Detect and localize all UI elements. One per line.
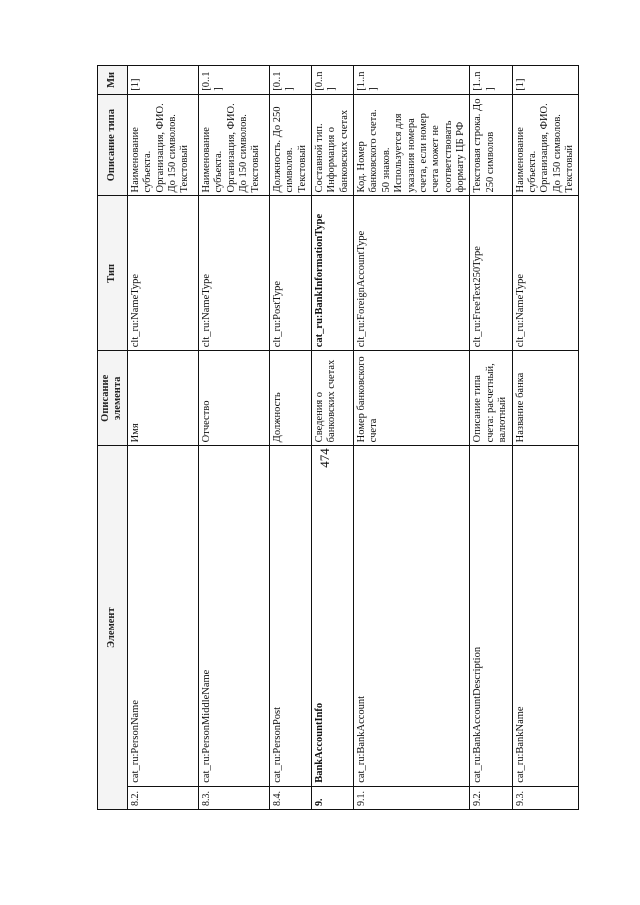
row-multiplicity: [1..n] xyxy=(354,66,470,95)
row-type-description: Должность. До 250 символов. Текстовый xyxy=(269,94,311,196)
header-element: Элемент xyxy=(98,446,128,810)
row-type-description: Составной тип. Информация о банковских счетах xyxy=(311,94,353,196)
row-element: cat_ru:BankName xyxy=(512,446,579,786)
table-row xyxy=(311,66,353,810)
table-row xyxy=(512,66,579,810)
row-multiplicity: [1] xyxy=(512,66,579,95)
header-type: Тип xyxy=(98,196,128,351)
row-type: clt_ru:NameType xyxy=(127,196,198,351)
row-number: 9.3. xyxy=(512,786,579,809)
row-multiplicity: [1..n] xyxy=(470,66,512,95)
spec-table-container xyxy=(97,65,637,810)
page-number: 474 xyxy=(317,448,332,468)
spec-table xyxy=(97,65,579,810)
row-element-description: Номер банковского счета xyxy=(354,351,470,446)
row-number: 9. xyxy=(311,786,353,809)
row-type-description: Наименование субъекта. Организация, ФИО. До 150 символов. Текстовый xyxy=(512,94,579,196)
row-type: clt_ru:NameType xyxy=(512,196,579,351)
row-type: clt_ru:PostType xyxy=(269,196,311,351)
row-type-description: Текстовая строка. До 250 символов xyxy=(470,94,512,196)
row-element: cat_ru:BankAccountDescription xyxy=(470,446,512,786)
row-element-description: Должность xyxy=(269,351,311,446)
table-row xyxy=(127,66,198,810)
row-element-description: Сведения о банковских счетах xyxy=(311,351,353,446)
row-type: cat_ru:BankInformationType xyxy=(311,196,353,351)
row-type: clt_ru:NameType xyxy=(198,196,269,351)
row-element-description: Название банка xyxy=(512,351,579,446)
header-multiplicity: Ми xyxy=(98,66,128,95)
row-number: 8.4. xyxy=(269,786,311,809)
table-row xyxy=(198,66,269,810)
row-element-description: Описание типа счета: расчетный, валютный xyxy=(470,351,512,446)
row-element: cat_ru:PersonPost xyxy=(269,446,311,786)
row-multiplicity: [0..n] xyxy=(311,66,353,95)
row-multiplicity: [0..1] xyxy=(269,66,311,95)
row-number: 9.2. xyxy=(470,786,512,809)
row-type-description: Наименование субъекта. Организация, ФИО. До 150 символов. Текстовый xyxy=(198,94,269,196)
row-number: 9.1. xyxy=(354,786,470,809)
row-type-description: Наименование субъекта. Организация, ФИО. До 150 символов. Текстовый xyxy=(127,94,198,196)
row-type-description: Код. Номер банковского счета. 50 знаков. Используется для указания номера счета, если номер счета может не соответствовать формату ЦБ РФ xyxy=(354,94,470,196)
row-element: cat_ru:PersonName xyxy=(127,446,198,786)
header-element-description: Описание элемента xyxy=(98,351,128,446)
row-element: BankAccountInfo xyxy=(311,446,353,786)
table-header-row xyxy=(98,66,128,810)
row-element-description: Имя xyxy=(127,351,198,446)
row-element: cat_ru:PersonMiddleName xyxy=(198,446,269,786)
row-element: cat_ru:BankAccount xyxy=(354,446,470,786)
table-row xyxy=(470,66,512,810)
header-type-description: Описание типа xyxy=(98,94,128,196)
row-multiplicity: [0..1] xyxy=(198,66,269,95)
row-number: 8.2. xyxy=(127,786,198,809)
table-row xyxy=(269,66,311,810)
row-multiplicity: [1] xyxy=(127,66,198,95)
row-type: clt_ru:ForeignAccountType xyxy=(354,196,470,351)
row-element-description: Отчество xyxy=(198,351,269,446)
row-number: 8.3. xyxy=(198,786,269,809)
table-row xyxy=(354,66,470,810)
row-type: clt_ru:FreeText250Type xyxy=(470,196,512,351)
